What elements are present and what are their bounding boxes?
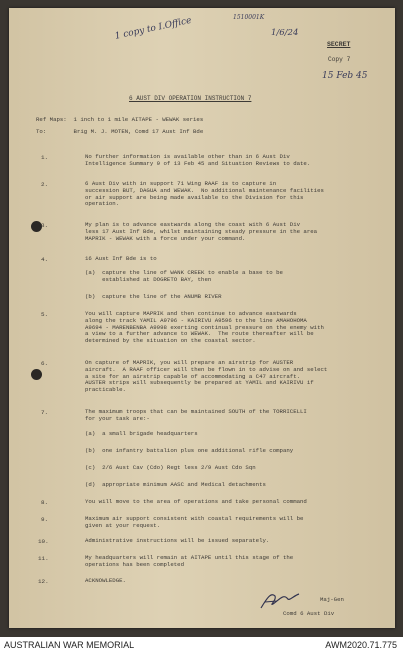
para-number: 7. [41,409,49,416]
para-number: 10. [38,538,49,545]
handwritten-date: 15 Feb 45 [322,71,368,81]
archive-name: AUSTRALIAN WAR MEMORIAL [4,640,135,650]
para-number: 5. [41,311,49,318]
para-text: No further information is available other than in 6 Aust Div Intelligence Summary 9 of 13 Feb 45 and Situation Reviews to date. [85,153,311,167]
handwritten-folio: 1/6/24 [271,28,299,38]
catalogue-number: AWM2020.71.775 [325,640,397,650]
para-number: 8. [41,499,49,506]
para-text: On capture of MAPRIK, you will prepare an airstrip for AUSTER aircraft. A RAAF officer will then be flown in to advise on and select a site for an airstrip capable of accommodating a C47 aircraft. AUSTER strips will subsequently be prepared at YAMIL and KAIRIVU if practicable. [85,359,328,394]
sub-item: (d) appropriate minimum AASC and Medical detachments [85,481,266,488]
para-number: 11. [38,555,49,562]
para-number: 1. [41,154,49,161]
para-text: You will capture MAPRIK and then continue to advance eastwards along the track YAMIL A9796 - KAIRIVU A9596 to the line AMAHOHOMA A9694 - MARENBENBA A9998 exerting continual pressure on the enemy with a view to a further advance to WEWAK. The route thereafter will be determined by the situation on the coastal sector. [85,310,324,345]
para-number: 2. [41,181,49,188]
classification-stamp: SECRET [327,41,351,48]
para-text: The maximum troops that can be maintained SOUTH of the TORRICELLI for your task are:- [85,408,307,422]
para-number: 9. [41,516,49,523]
para-text: Administrative instructions will be issued separately. [85,537,270,544]
signatory-rank: Maj-Gen [320,596,344,603]
para-number: 3. [41,222,49,229]
para-text: Maximum air support consistent with coastal requirements will be given at your request. [85,515,304,529]
para-number: 6. [41,360,49,367]
sub-item: (a) capture the line of WANK CREEK to enable a base to be established at DOGRETO BAY, then [85,269,283,283]
sub-item: (c) 2/6 Aust Cav (Cdo) Regt less 2/9 Aust Cdo Sqn [85,464,256,471]
copy-number: Copy 7 [328,56,351,63]
para-text: 16 Aust Inf Bde is to [85,255,157,262]
addressee: To: Brig M. J. MOTEN, Comd 17 Aust Inf Bde [36,128,204,135]
para-number: 4. [41,256,49,263]
document-title: 6 AUST DIV OPERATION INSTRUCTION 7 [129,95,252,102]
handwritten-copy-note: 1 copy to I.Office [114,15,193,42]
sub-item: (b) one infantry battalion plus one additional rifle company [85,447,294,454]
sub-item: (b) capture the line of the ANUMB RIVER [85,293,222,300]
para-text: My plan is to advance eastwards along the coast with 6 Aust Div less 17 Aust Inf Bde, whilst maintaining steady pressure in the area MAPRIK - WEWAK with a force under your command. [85,221,318,242]
para-text: You will move to the area of operations and take personal command [85,498,307,505]
handwritten-signature [259,588,309,612]
archive-footer [0,637,403,653]
para-number: 12. [38,578,49,585]
para-text: 6 Aust Div with in support 71 Wing RAAF is to capture in succession BUT, DAGUA and WEWAK. No additional maintenance facilities or air support are being made available to the Division for this operation. [85,180,324,208]
handwritten-ref-number: 1510001K [233,14,265,21]
para-text: ACKNOWLEDGE. [85,577,126,584]
sub-item: (a) a small brigade headquarters [85,430,198,437]
ref-maps: Ref Maps: 1 inch to 1 mile AITAPE - WEWAK series [36,116,204,123]
punch-hole [31,369,42,380]
document-page [9,8,395,628]
para-text: My headquarters will remain at AITAPE until this stage of the operations has been completed [85,554,294,568]
signatory-title: Comd 6 Aust Div [283,610,335,617]
